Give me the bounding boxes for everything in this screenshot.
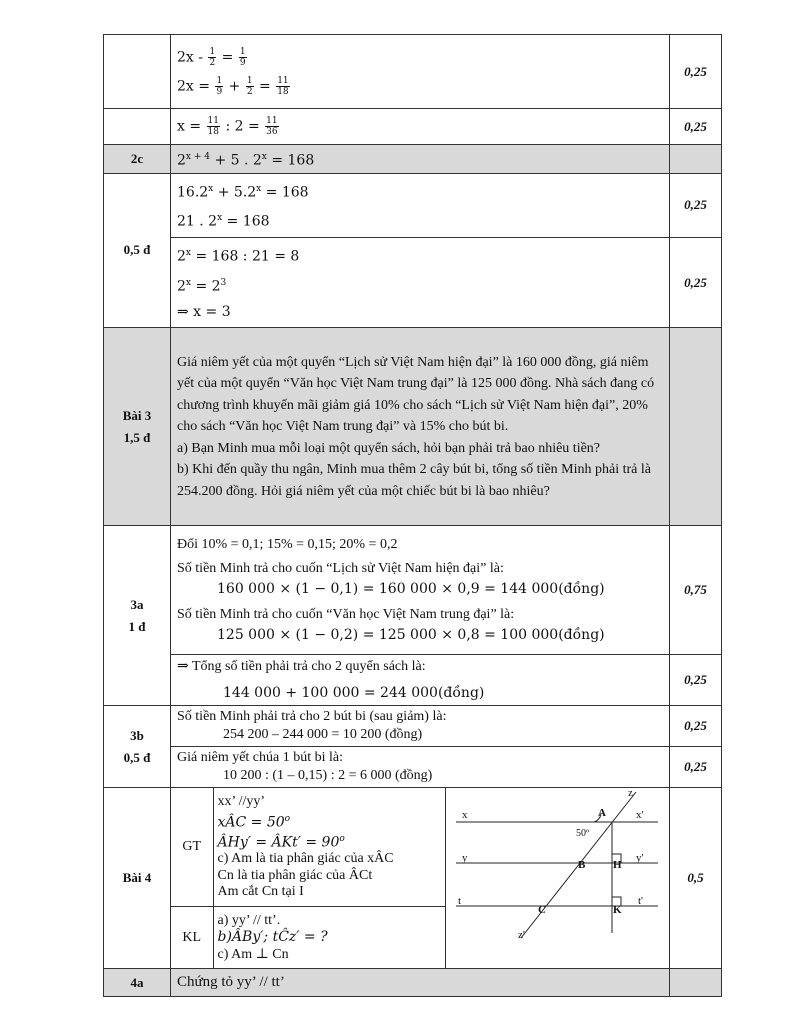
gt-kl-table — [171, 788, 669, 968]
equation-line: 2x = $\frac{1}{9}$ + $\frac{1}{2}$ = $\frac{11}{18}$ — [177, 75, 289, 97]
label-t: t — [457, 895, 461, 908]
table-row — [104, 788, 722, 969]
row-content — [171, 747, 670, 788]
score-cell: 0,25 — [670, 655, 722, 706]
row-label: 4a — [104, 969, 171, 997]
label-zp: z' — [517, 929, 525, 942]
geometry-figure — [445, 788, 669, 968]
row-content — [171, 173, 670, 237]
table-row — [104, 35, 722, 109]
row-content — [171, 35, 670, 109]
text-line: ⇒ Tổng số tiền phải trả cho 2 quyển sách là: — [177, 659, 426, 675]
label-3b: 3b — [130, 727, 144, 743]
equation-line: 125 000 × (1 − 0,2) = 125 000 × 0,8 = 100 000(đồng) — [217, 627, 605, 644]
label-3a: 3a — [130, 596, 144, 612]
text-line: Số tiền Minh trả cho cuốn “Lịch sử Việt Nam hiện đại” là: — [177, 561, 504, 577]
equation-line: 2x - $\frac{1}{2}$ = $\frac{1}{9}$ — [177, 46, 246, 68]
label-yp: y' — [635, 852, 643, 865]
row-label: Bài 4 — [104, 788, 171, 969]
kl-line: c) Am ⊥ Cn — [217, 947, 289, 963]
row-label — [104, 706, 171, 788]
label-A: A — [597, 807, 606, 820]
score-cell: 0,25 — [670, 35, 722, 109]
problem-paragraph: Giá niêm yết của một quyển “Lịch sử Việt Nam hiện đại” là 160 000 đồng, giá niêm yết của một quyển “Văn học Việt Nam trung đại” là 125 000 đồng. Nhà sách đang có chương trình khuyến mãi giảm giá 10% cho sách “Lịch sử Việt Nam hiện đại”, 20% cho sách “Văn học Việt Nam trung đại” và 15% cho bút bi. — [177, 354, 655, 435]
kl-label: KL — [171, 907, 213, 968]
equation-line: $2^x = 168$ : 21 = 8 — [177, 247, 300, 265]
label-H: H — [612, 859, 622, 872]
equation-line: $2^{x + 4} + 5$ . $2^x = 168$ — [177, 152, 315, 169]
table-row — [104, 173, 722, 237]
gt-line: Cn là tia phân giác của ÂCt — [217, 867, 373, 883]
text-line: Đổi 10% = 0,1; 15% = 0,15; 20% = 0,2 — [177, 537, 398, 553]
row-label-empty — [104, 35, 171, 109]
gt-line: c) Am là tia phân giác của xÂC — [217, 851, 394, 867]
problem-text — [171, 328, 670, 526]
row-label: 2c — [104, 145, 171, 174]
score-cell-empty — [670, 328, 722, 526]
row-label-empty — [104, 109, 171, 145]
label-C: C — [537, 904, 546, 917]
score-cell-empty — [670, 969, 722, 997]
text-line: Số tiền Minh trả cho cuốn “Văn học Việt Nam trung đại” là: — [177, 607, 515, 623]
bai3-points: 1,5 đ — [123, 429, 151, 445]
equation-line: 160 000 × (1 − 0,1) = 160 000 × 0,9 = 144 000(đồng) — [217, 581, 605, 598]
row-content — [171, 237, 670, 327]
score-cell: 0,25 — [670, 109, 722, 145]
score-cell: 0,25 — [670, 237, 722, 327]
parallel-lines-figure — [446, 788, 668, 963]
equation-line: $2^x = 2^3$ — [177, 277, 227, 295]
label-xp: x' — [635, 809, 643, 822]
score-cell: 0,5 — [670, 788, 722, 969]
gt-line: Am cắt Cn tại I — [217, 884, 304, 900]
gt-line: ÂHy′ = ÂKt′ = $90^o$ — [217, 833, 345, 851]
kl-line: a) yy’ // tt’. — [217, 913, 281, 929]
table-row — [104, 526, 722, 655]
answer-table-container — [103, 34, 722, 997]
label-3b-points: 0,5 đ — [123, 749, 151, 765]
answer-table — [103, 34, 722, 997]
text-line: Số tiền Minh phải trả cho 2 bút bi (sau giảm) là: — [177, 709, 447, 725]
label-tp: t' — [637, 895, 643, 908]
equation-line: x = $\frac{11}{18}$ : 2 = $\frac{11}{36}$ — [177, 116, 278, 137]
kl-content — [213, 907, 445, 968]
row-content — [171, 526, 670, 655]
table-row — [104, 237, 722, 327]
gt-label: GT — [171, 788, 213, 907]
equation-line: 10 200 : (1 – 0,15) : 2 = 6 000 (đồng) — [223, 768, 433, 784]
row-content: Chứng tỏ yy’ // tt’ — [171, 969, 670, 997]
equation-line: 21 . $2^x = 168$ — [177, 213, 270, 230]
score-cell: 0,25 — [670, 706, 722, 747]
table-row — [104, 109, 722, 145]
kl-line: b)ÂBy′; tĈz′ = ? — [217, 929, 328, 946]
table-row — [104, 655, 722, 706]
table-row — [104, 328, 722, 526]
gt-line: xÂC = $50^o$ — [217, 813, 291, 831]
row-content — [171, 706, 670, 747]
label-z: z — [627, 788, 633, 800]
label-y: y — [461, 852, 467, 865]
text-line: Giá niêm yết chúa 1 bút bi là: — [177, 750, 344, 766]
row-content — [171, 655, 670, 706]
table-row — [104, 969, 722, 997]
label-3a-points: 1 đ — [128, 618, 146, 634]
bai4-content — [171, 788, 670, 969]
table-row — [104, 145, 722, 174]
question-b: b) Khi đến quầy thu ngân, Minh mua thêm 2 cây bút bi, tổng số tiền Minh phải trả là 254.200 đồng. Hỏi giá niêm yết của một chiếc bút bi là bao nhiêu? — [177, 462, 651, 499]
row-label — [104, 526, 171, 706]
gt-content — [213, 788, 445, 907]
angle-label: 50º — [575, 828, 589, 840]
label-K: K — [612, 904, 622, 917]
table-row — [104, 747, 722, 788]
row-content — [171, 109, 670, 145]
table-row — [104, 706, 722, 747]
row-label — [104, 328, 171, 526]
row-label: 0,5 đ — [104, 173, 171, 328]
gt-line: xx’ //yy’ — [217, 794, 266, 810]
question-a: a) Bạn Minh mua mỗi loại một quyển sách, hỏi bạn phải trả bao nhiêu tiền? — [177, 440, 601, 456]
bai3-label: Bài 3 — [122, 407, 152, 423]
equation-line: 144 000 + 100 000 = 244 000(đồng) — [223, 685, 485, 702]
label-B: B — [577, 859, 585, 872]
row-content — [171, 145, 670, 174]
equation-line: ⇒ x = 3 — [177, 304, 231, 321]
score-cell: 0,25 — [670, 173, 722, 237]
score-cell-empty — [670, 145, 722, 174]
label-x: x — [461, 809, 467, 822]
equation-line: 254 200 – 244 000 = 10 200 (đồng) — [223, 727, 423, 743]
score-cell: 0,75 — [670, 526, 722, 655]
equation-line: $16.2^x + 5.2^x = 168$ — [177, 183, 309, 201]
score-cell: 0,25 — [670, 747, 722, 788]
